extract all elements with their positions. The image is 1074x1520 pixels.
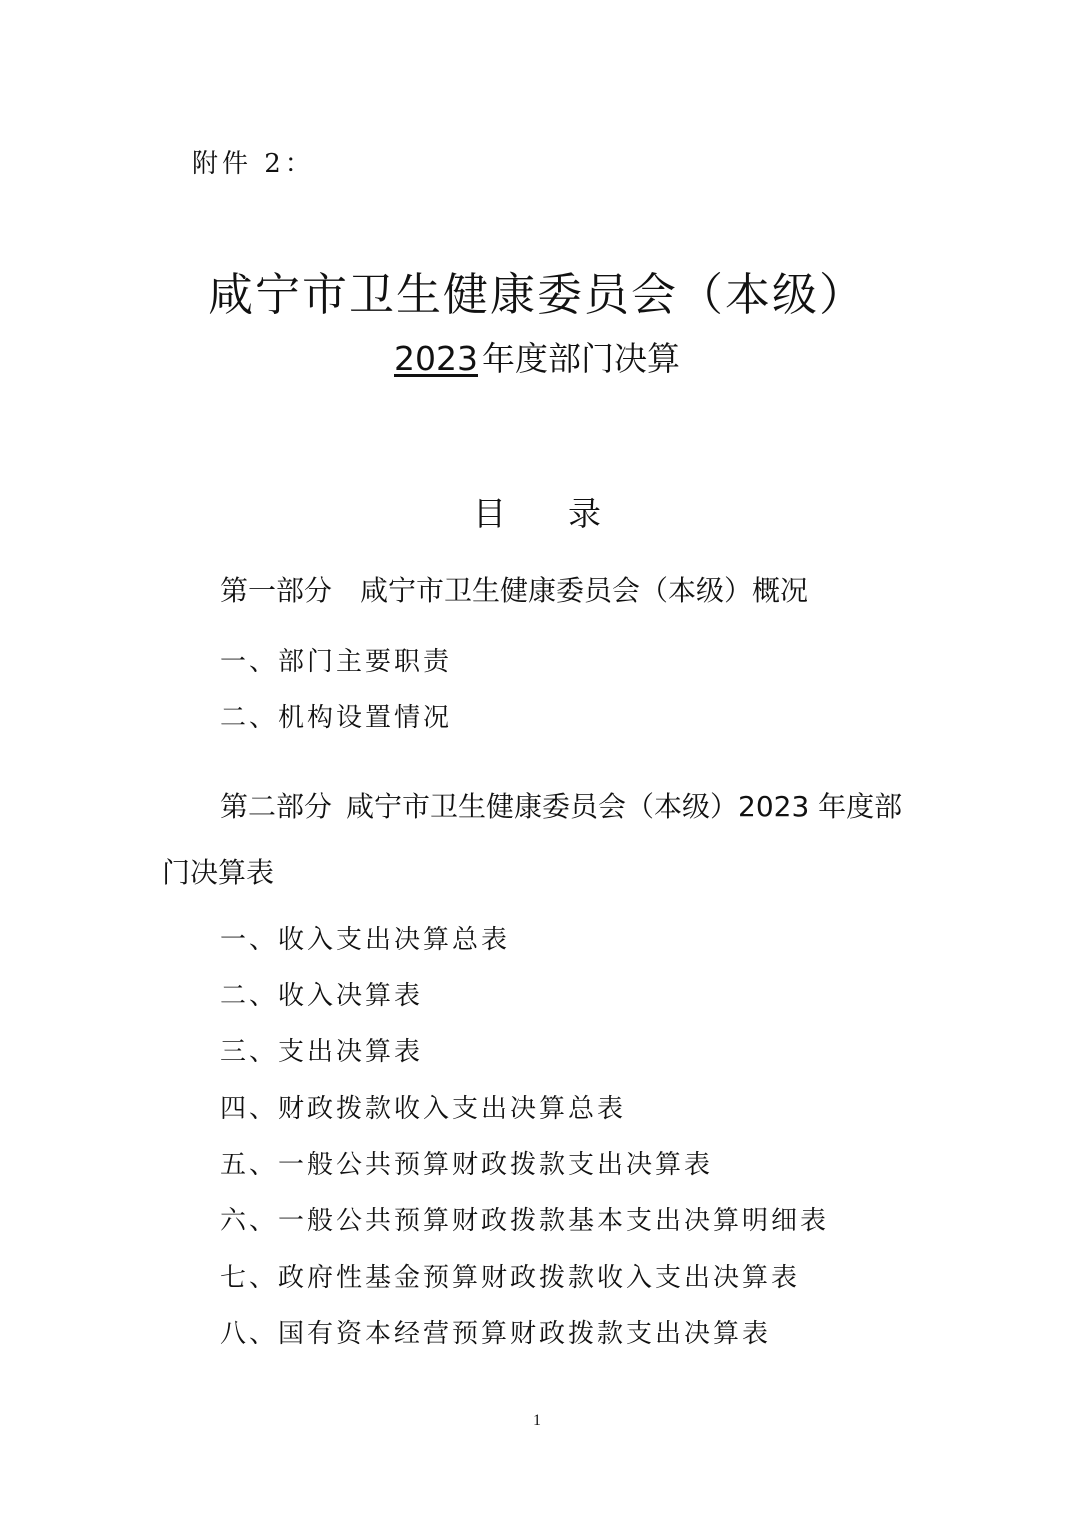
page-number: 1 [533, 1412, 541, 1429]
part-one-title: 咸宁市卫生健康委员会（本级）概况 [360, 574, 809, 607]
subtitle-year: 2023 [394, 339, 478, 378]
toc-item: 一、收入支出决算总表 [220, 925, 511, 955]
document-title: 咸宁市卫生健康委员会（本级） [207, 268, 866, 321]
part-one-label: 第一部分 [220, 574, 333, 607]
subtitle-text: 年度部门决算 [481, 339, 680, 378]
toc-item: 七、政府性基金预算财政拨款收入支出决算表 [220, 1263, 801, 1293]
part-two-title: 咸宁市卫生健康委员会（本级）2023 年度部门决算表 [162, 790, 903, 889]
part-two-label: 第二部分 [220, 790, 333, 823]
toc-heading-char-1: 目 [473, 494, 506, 533]
toc-item: 一、部门主要职责 [220, 647, 453, 677]
toc-item: 二、收入决算表 [220, 981, 424, 1011]
toc-item: 三、支出决算表 [220, 1037, 424, 1067]
toc-item: 五、一般公共预算财政拨款支出决算表 [220, 1150, 714, 1180]
toc-item: 八、国有资本经营预算财政拨款支出决算表 [220, 1319, 772, 1349]
part-one-heading [220, 563, 808, 619]
toc-heading [0, 488, 1074, 535]
part-two-heading [162, 774, 922, 906]
toc-item: 六、一般公共预算财政拨款基本支出决算明细表 [220, 1206, 830, 1236]
toc-item: 四、财政拨款收入支出决算总表 [220, 1094, 627, 1124]
attachment-label: 附件 2： [192, 149, 315, 179]
document-subtitle [0, 333, 1074, 380]
toc-item: 二、机构设置情况 [220, 703, 453, 733]
toc-heading-char-2: 录 [568, 494, 601, 533]
